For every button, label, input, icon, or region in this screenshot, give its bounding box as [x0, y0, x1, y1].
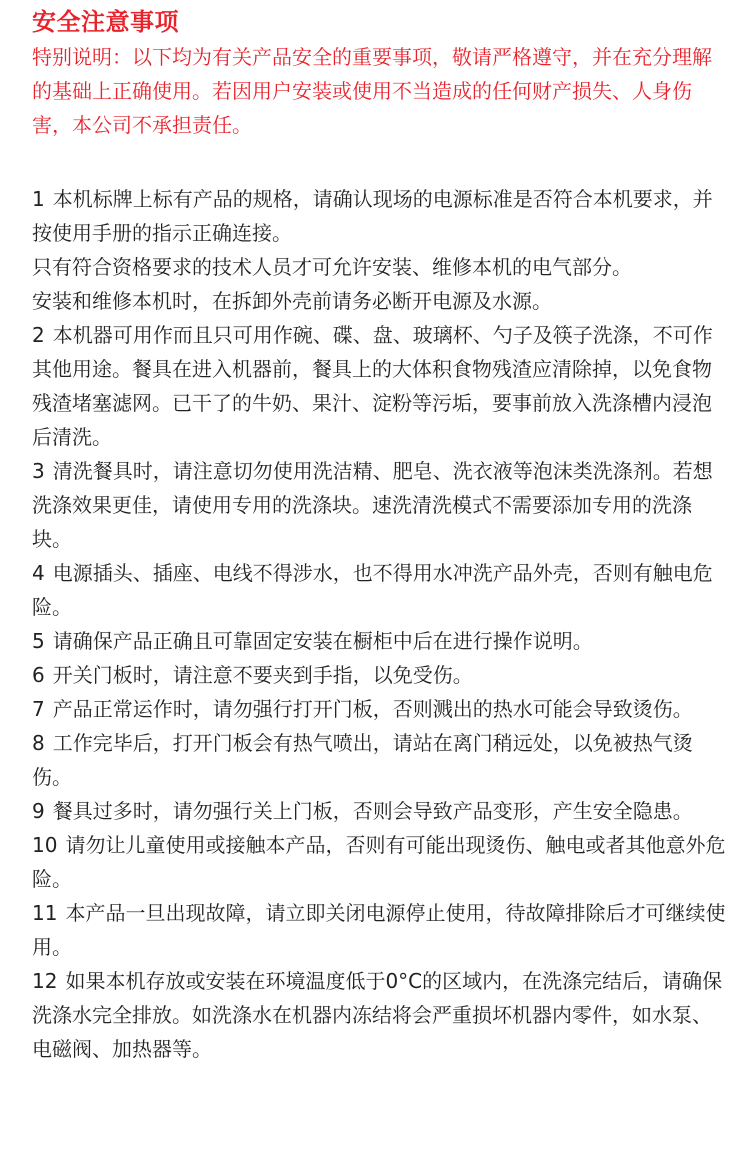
item-text: 电源插头、插座、电线不得涉水，也不得用水冲洗产品外壳，否则有触电危险。 — [32, 561, 713, 619]
special-warning: 特别说明：以下均为有关产品安全的重要事项，敬请严格遵守，并在充分理解的基础上正确使用。若因用户安装或使用不当造成的任何财产损失、人身伤害，本公司不承担责任。 — [32, 45, 712, 137]
list-item — [32, 658, 728, 692]
list-item — [32, 828, 728, 896]
item-number: 7 — [32, 697, 45, 721]
item-number: 1 — [32, 187, 45, 211]
item-text: 餐具过多时，请勿强行关上门板，否则会导致产品变形，产生安全隐患。 — [52, 799, 693, 823]
list-item — [32, 692, 728, 726]
safety-items-list — [32, 182, 728, 1066]
item-number: 6 — [32, 663, 45, 687]
item-text: 工作完毕后，打开门板会有热气喷出，请站在离门稍远处，以免被热气烫伤。 — [32, 731, 693, 789]
item-number: 9 — [32, 799, 45, 823]
item-number: 8 — [32, 731, 45, 755]
item-text: 如果本机存放或安装在环境温度低于0°C的区域内，在洗涤完结后，请确保洗涤水完全排放。如洗涤水在机器内冻结将会严重损坏机器内零件，如水泵、电磁阀、加热器等。 — [32, 969, 723, 1061]
item-text: 请确保产品正确且可靠固定安装在橱柜中后在进行操作说明。 — [52, 629, 593, 653]
list-item — [32, 318, 728, 454]
list-item — [32, 250, 728, 284]
item-text: 只有符合资格要求的技术人员才可允许安装、维修本机的电气部分。 — [32, 255, 632, 279]
item-text: 清洗餐具时，请注意切勿使用洗洁精、肥皂、洗衣液等泡沫类洗涤剂。若想洗涤效果更佳，请使用专用的洗涤块。速洗清洗模式不需要添加专用的洗涤块。 — [32, 459, 713, 551]
list-item — [32, 794, 728, 828]
item-text: 本产品一旦出现故障，请立即关闭电源停止使用，待故障排除后才可继续使用。 — [32, 901, 726, 959]
item-text: 开关门板时，请注意不要夹到手指，以免受伤。 — [52, 663, 473, 687]
list-item — [32, 964, 728, 1066]
item-text: 请勿让儿童使用或接触本产品，否则有可能出现烫伤、触电或者其他意外危险。 — [32, 833, 726, 891]
item-number: 4 — [32, 561, 45, 585]
item-text: 产品正常运作时，请勿强行打开门板，否则溅出的热水可能会导致烫伤。 — [52, 697, 693, 721]
list-item — [32, 896, 728, 964]
list-item — [32, 284, 728, 318]
item-number: 2 — [32, 323, 45, 347]
page-title: 安全注意事项 — [32, 8, 179, 36]
item-number: 5 — [32, 629, 45, 653]
list-item — [32, 624, 728, 658]
item-number: 11 — [32, 901, 58, 925]
list-item — [32, 182, 728, 250]
item-number: 10 — [32, 833, 58, 857]
item-text: 本机器可用作而且只可用作碗、碟、盘、玻璃杯、勺子及筷子洗涤，不可作其他用途。餐具在进入机器前，餐具上的大体积食物残渣应清除掉，以免食物残渣堵塞滤网。已干了的牛奶、果汁、淀粉等污垢，要事前放入洗涤槽内浸泡后清洗。 — [32, 323, 713, 449]
item-text: 安装和维修本机时，在拆卸外壳前请务必断开电源及水源。 — [32, 289, 552, 313]
item-text: 本机标牌上标有产品的规格，请确认现场的电源标准是否符合本机要求，并按使用手册的指示正确连接。 — [32, 187, 713, 245]
list-item — [32, 726, 728, 794]
list-item — [32, 454, 728, 556]
item-number: 12 — [32, 969, 58, 993]
item-number: 3 — [32, 459, 45, 483]
list-item — [32, 556, 728, 624]
